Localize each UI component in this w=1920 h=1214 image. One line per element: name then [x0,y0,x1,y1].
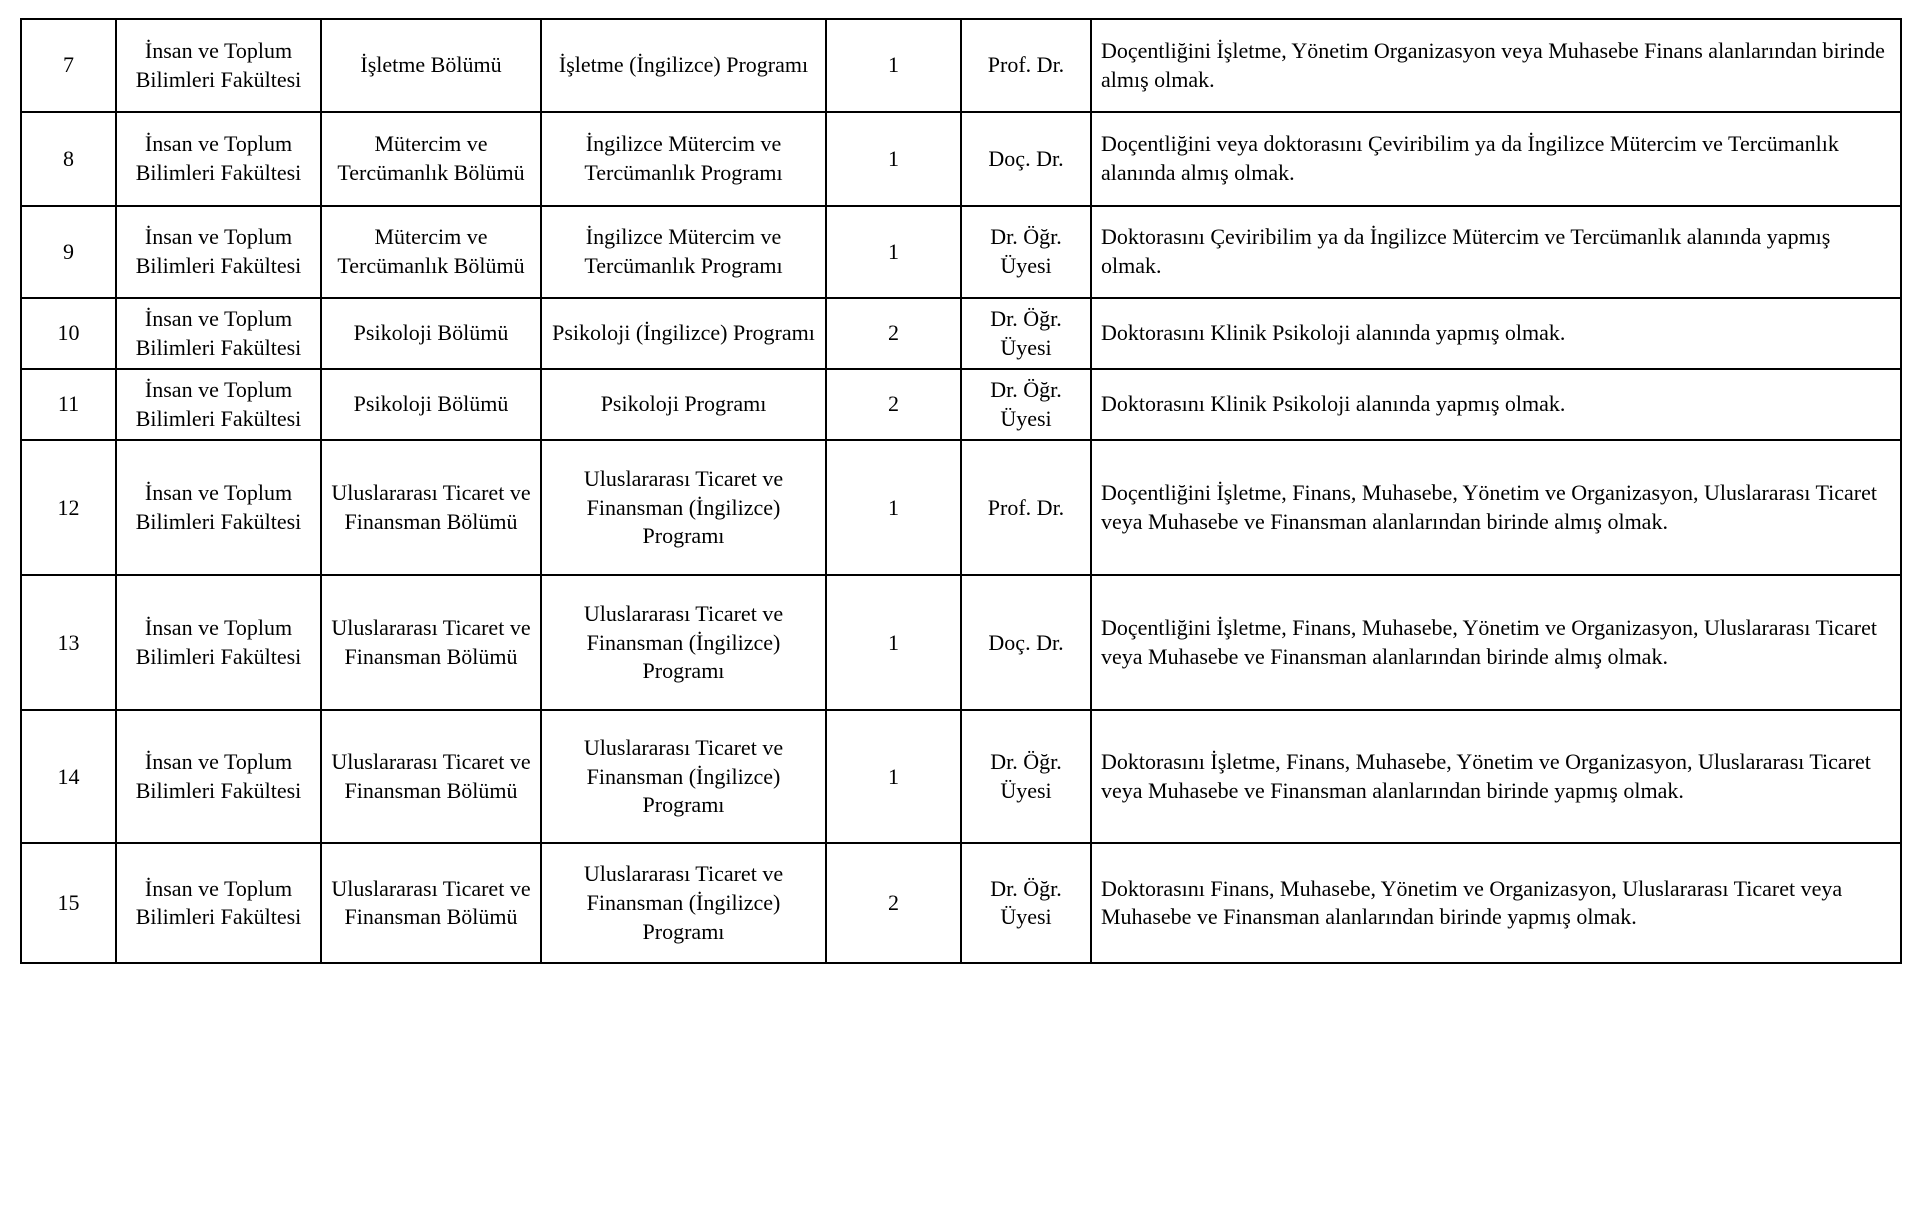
cell-title: Dr. Öğr. Üyesi [961,206,1091,298]
cell-requirement: Doktorasını Çeviribilim ya da İngilizce Mütercim ve Tercümanlık alanında yapmış olmak. [1091,206,1901,298]
cell-program: İşletme (İngilizce) Programı [541,19,826,112]
positions-table [20,18,1902,964]
table-row [21,710,1901,843]
cell-title: Dr. Öğr. Üyesi [961,710,1091,843]
cell-requirement: Doçentliğini veya doktorasını Çeviribilim ya da İngilizce Mütercim ve Tercümanlık alanında almış olmak. [1091,112,1901,206]
cell-faculty: İnsan ve Toplum Bilimleri Fakültesi [116,112,321,206]
cell-faculty: İnsan ve Toplum Bilimleri Fakültesi [116,575,321,710]
cell-faculty: İnsan ve Toplum Bilimleri Fakültesi [116,440,321,575]
cell-title: Dr. Öğr. Üyesi [961,369,1091,440]
cell-title: Prof. Dr. [961,19,1091,112]
table-row [21,298,1901,369]
cell-row-number: 7 [21,19,116,112]
cell-row-number: 9 [21,206,116,298]
cell-program: Uluslararası Ticaret ve Finansman (İngilizce) Programı [541,710,826,843]
cell-department: Uluslararası Ticaret ve Finansman Bölümü [321,575,541,710]
cell-row-number: 14 [21,710,116,843]
cell-faculty: İnsan ve Toplum Bilimleri Fakültesi [116,298,321,369]
cell-department: Uluslararası Ticaret ve Finansman Bölümü [321,440,541,575]
cell-row-number: 10 [21,298,116,369]
table-row [21,575,1901,710]
cell-department: İşletme Bölümü [321,19,541,112]
cell-title: Doç. Dr. [961,112,1091,206]
table-row [21,112,1901,206]
cell-department: Psikoloji Bölümü [321,369,541,440]
table-body [21,19,1901,963]
cell-requirement: Doktorasını İşletme, Finans, Muhasebe, Yönetim ve Organizasyon, Uluslararası Ticaret veya Muhasebe ve Finansman alanlarından birinde yapmış olmak. [1091,710,1901,843]
table-row [21,440,1901,575]
cell-department: Psikoloji Bölümü [321,298,541,369]
cell-department: Uluslararası Ticaret ve Finansman Bölümü [321,710,541,843]
cell-title: Doç. Dr. [961,575,1091,710]
cell-faculty: İnsan ve Toplum Bilimleri Fakültesi [116,206,321,298]
cell-quota: 2 [826,298,961,369]
cell-requirement: Doktorasını Finans, Muhasebe, Yönetim ve Organizasyon, Uluslararası Ticaret veya Muhasebe ve Finansman alanlarından birinde yapmış olmak. [1091,843,1901,963]
cell-title: Prof. Dr. [961,440,1091,575]
cell-program: Psikoloji (İngilizce) Programı [541,298,826,369]
cell-faculty: İnsan ve Toplum Bilimleri Fakültesi [116,710,321,843]
cell-department: Uluslararası Ticaret ve Finansman Bölümü [321,843,541,963]
cell-quota: 1 [826,575,961,710]
cell-row-number: 8 [21,112,116,206]
cell-row-number: 11 [21,369,116,440]
cell-quota: 2 [826,843,961,963]
cell-requirement: Doktorasını Klinik Psikoloji alanında yapmış olmak. [1091,369,1901,440]
table-row [21,369,1901,440]
cell-quota: 1 [826,710,961,843]
cell-program: Uluslararası Ticaret ve Finansman (İngilizce) Programı [541,575,826,710]
cell-row-number: 13 [21,575,116,710]
cell-program: Uluslararası Ticaret ve Finansman (İngilizce) Programı [541,843,826,963]
cell-row-number: 12 [21,440,116,575]
cell-requirement: Doçentliğini İşletme, Finans, Muhasebe, Yönetim ve Organizasyon, Uluslararası Ticaret veya Muhasebe ve Finansman alanlarından birinde almış olmak. [1091,440,1901,575]
table-row [21,843,1901,963]
cell-department: Mütercim ve Tercümanlık Bölümü [321,112,541,206]
cell-title: Dr. Öğr. Üyesi [961,298,1091,369]
table-row [21,206,1901,298]
cell-program: İngilizce Mütercim ve Tercümanlık Programı [541,112,826,206]
cell-program: İngilizce Mütercim ve Tercümanlık Programı [541,206,826,298]
cell-program: Uluslararası Ticaret ve Finansman (İngilizce) Programı [541,440,826,575]
cell-requirement: Doçentliğini İşletme, Finans, Muhasebe, Yönetim ve Organizasyon, Uluslararası Ticaret veya Muhasebe ve Finansman alanlarından birinde almış olmak. [1091,575,1901,710]
cell-row-number: 15 [21,843,116,963]
cell-quota: 1 [826,206,961,298]
cell-program: Psikoloji Programı [541,369,826,440]
table-row [21,19,1901,112]
cell-quota: 1 [826,440,961,575]
cell-title: Dr. Öğr. Üyesi [961,843,1091,963]
cell-quota: 1 [826,19,961,112]
cell-requirement: Doçentliğini İşletme, Yönetim Organizasyon veya Muhasebe Finans alanlarından birinde almış olmak. [1091,19,1901,112]
cell-quota: 2 [826,369,961,440]
cell-department: Mütercim ve Tercümanlık Bölümü [321,206,541,298]
cell-faculty: İnsan ve Toplum Bilimleri Fakültesi [116,843,321,963]
cell-faculty: İnsan ve Toplum Bilimleri Fakültesi [116,369,321,440]
cell-quota: 1 [826,112,961,206]
cell-faculty: İnsan ve Toplum Bilimleri Fakültesi [116,19,321,112]
cell-requirement: Doktorasını Klinik Psikoloji alanında yapmış olmak. [1091,298,1901,369]
